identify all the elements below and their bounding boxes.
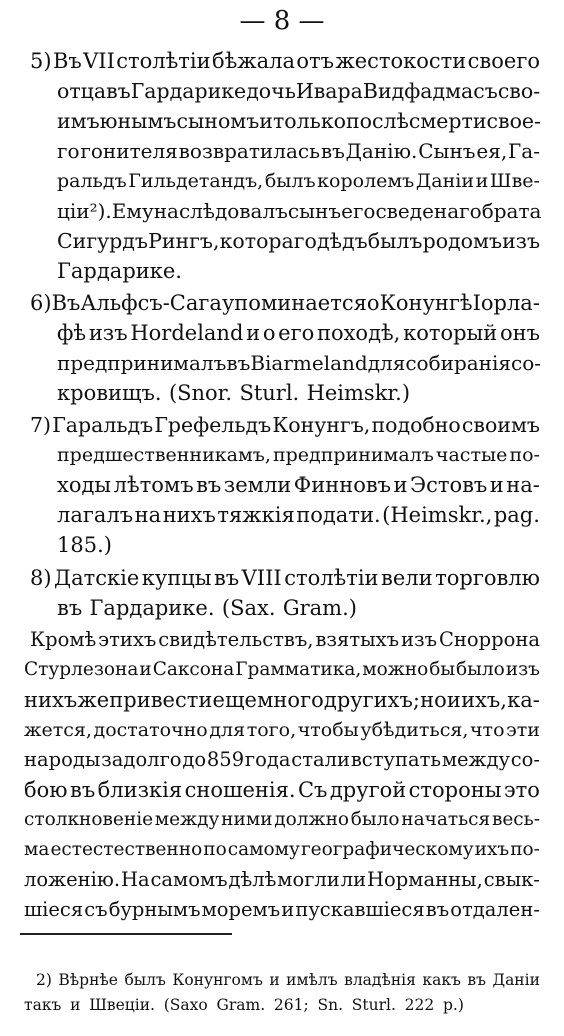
footnote-line: 2) Вѣрнѣе былъ Конунгомъ и имѣлъ владѣнія какъ въ Даніи <box>36 971 540 989</box>
text-line: лагалъ на нихъ тяжкія подати. (Heimskr., pag. <box>57 503 540 527</box>
footnote-line: такъ и Швеціи. (Saxo Gram. 261; Sn. Sturl. 222 p.) <box>24 996 464 1014</box>
text-line: имъ юнымъ сыномъ и только послѣ смерти свое- <box>57 109 541 133</box>
text-line: 8) Датскіе купцы въ VIII столѣтіи вели торговлю <box>30 566 540 590</box>
text-line: бою въ близкія сношенія. Съ другой стороны это <box>24 778 540 802</box>
text-line: ціи ²). Ему наслѣдовалъ сынъ его сведенаго брата <box>57 199 542 223</box>
text-line: фѣ изъ Hordeland и о его походѣ, который онъ <box>57 321 540 345</box>
text-line: ложенію. На самомъ дѣлѣ могли ли Норманны, свык- <box>24 868 540 891</box>
text-line: жется, достаточно для того, чтобы убѣдиться, что эти <box>24 719 540 741</box>
text-line: народы задолго до 859 года стали вступать между со- <box>24 748 540 771</box>
text-line: Кромѣ этихъ свидѣтельствъ, взятыхъ изъ Сноррона <box>30 628 540 651</box>
page-number: — 8 — <box>239 6 325 36</box>
text-line: ма естестественно по самому географическому ихъ по- <box>24 839 540 860</box>
text-line: го гонителя возвратилась въ Данію. Сынъ ея, Га- <box>57 139 540 163</box>
text-line: шіеся съ бурнымъ моремъ и пускавшіеся въ отдален- <box>24 898 540 921</box>
text-line: нихъ же привести еще много другихъ; но и ихъ, ка- <box>24 688 540 712</box>
text-line: Стурлезона и Саксона Грамматика, можно бы было изъ <box>24 659 540 680</box>
text-line: 185.) <box>57 533 112 557</box>
text-line: предпринималъ въ Biarmeland для собиранія со- <box>57 351 542 375</box>
text-line: ральдъ Гильдетандъ, былъ королемъ Даніи и Шве- <box>57 170 540 192</box>
text-line: отца въ Гардарике дочь Ивара Видфадма съ сво- <box>57 79 541 103</box>
text-line: предшественникамъ, предпринималъ частые по- <box>57 444 540 466</box>
text-line: ходы лѣтомъ въ земли Финновъ и Эстовъ и на- <box>57 473 540 497</box>
text-line: Гардарике. <box>57 259 182 283</box>
text-line: въ Гардарике. (Sax. Gram.) <box>57 596 357 620</box>
text-line: 7) Гаральдъ Грефельдъ Конунгъ, подобно своимъ <box>30 413 540 437</box>
text-line: столкновеніе между ними должно было начаться весь- <box>24 809 540 830</box>
text-line: 6) Въ Альфсъ-Сага упоминается о Конунгѣ Іорла- <box>30 291 540 315</box>
text-line: Сигурдъ Рингъ, котораго дѣдъ былъ родомъ изъ <box>57 229 540 253</box>
footnote-divider <box>20 933 232 935</box>
text-line: кровищъ. (Snor. Sturl. Heimskr.) <box>57 381 411 405</box>
text-line: 5) Въ VII столѣтіи бѣжала отъ жестокости своего <box>30 49 540 73</box>
